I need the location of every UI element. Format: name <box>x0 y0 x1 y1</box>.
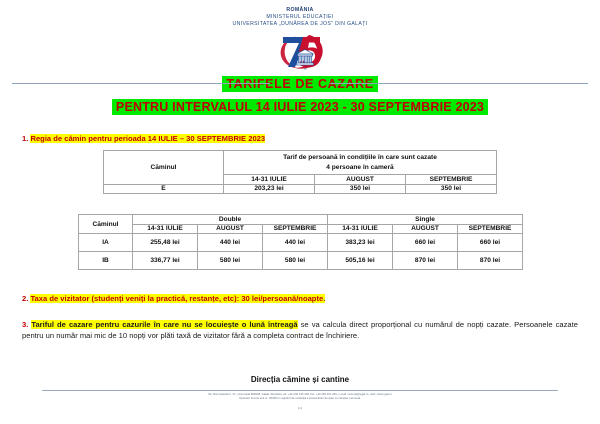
table2-row1-camin: IB <box>79 252 133 270</box>
table1-header-tarif-line2: 4 persoane în cameră <box>326 163 394 171</box>
table-row <box>104 184 497 194</box>
footer-contact-block <box>30 393 570 402</box>
footer-divider <box>42 390 558 391</box>
document-title-secondary <box>0 98 600 116</box>
letterhead-university: UNIVERSITATEA „DUNĂREA DE JOS" DIN GALAȚI <box>232 21 368 28</box>
table2-row1-single-0: 505,16 lei <box>328 252 393 270</box>
table1-period-2: SEPTEMBRIE <box>406 175 497 185</box>
letterhead-country: ROMÂNIA <box>286 7 314 13</box>
table1-header-tarif <box>224 151 497 175</box>
table1-camin-value: E <box>104 184 224 194</box>
section-3-number: 3. <box>22 320 29 329</box>
header-divider-left <box>12 83 270 84</box>
table2-row0-double-2: 440 lei <box>263 234 328 252</box>
table2-row0-single-2: 660 lei <box>458 234 523 252</box>
section-1-text: Regia de cămin pentru perioada 14 IULIE – 30 SEPTEMBRIE 2023 <box>30 134 266 143</box>
section-1 <box>22 133 578 144</box>
logo-container <box>0 31 600 71</box>
table1-value-2: 350 lei <box>406 184 497 194</box>
table1-value-0: 203,23 lei <box>224 184 315 194</box>
section-3-highlight: Tariful de cazare pentru cazurile în care nu se locuiește o lună întreagă <box>31 320 298 329</box>
letterhead-ministry: MINISTERUL EDUCAȚIEI <box>266 14 334 21</box>
table2-row0-double-1: 440 lei <box>198 234 263 252</box>
section-2 <box>22 293 578 304</box>
header-divider-right <box>330 83 588 84</box>
table1-value-1: 350 lei <box>315 184 406 194</box>
section-2-text: Taxa de vizitator (studenți veniți la practică, restanțe, etc): 30 lei/persoană/noapte. <box>30 294 326 303</box>
table2-single-period-0: 14-31 IULIE <box>328 224 393 234</box>
table1-header-tarif-line1: Tarif de persoană în condițiile în care sunt cazate <box>283 154 437 161</box>
title-block <box>0 75 600 116</box>
tariff-table-4-person <box>103 150 497 194</box>
table2-double-period-2: SEPTEMBRIE <box>263 224 328 234</box>
table-row <box>79 234 523 252</box>
document-title-secondary-text: PENTRU INTERVALUL 14 IULIE 2023 - 30 SEPTEMBRIE 2023 <box>112 99 488 115</box>
table2-row0-single-1: 660 lei <box>393 234 458 252</box>
table-row <box>79 224 523 234</box>
section-3 <box>22 319 578 341</box>
table-row <box>79 252 523 270</box>
table1-header-camin: Căminul <box>104 151 224 185</box>
footer-signature: Direcția cămine și cantine <box>250 375 350 384</box>
table2-double-period-0: 14-31 IULIE <box>133 224 198 234</box>
footer-gdpr-line: Operator înscris sub nr. 36338 în registrul de evidență a prelucrărilor de date cu caracter personal. <box>239 397 361 401</box>
table2-header-camin: Căminul <box>79 215 133 234</box>
document-title-primary <box>0 75 600 93</box>
table2-single-period-1: AUGUST <box>393 224 458 234</box>
table1-period-1: AUGUST <box>315 175 406 185</box>
table2-single-period-2: SEPTEMBRIE <box>458 224 523 234</box>
table2-row1-double-2: 580 lei <box>263 252 328 270</box>
table-row <box>104 151 497 175</box>
table2-row1-single-2: 870 lei <box>458 252 523 270</box>
table2-row1-single-1: 870 lei <box>393 252 458 270</box>
footer-address-line: Str. Domnească nr. 47, cod poștal 800008, Galați, România, tel: +40 236 130 108, fax: +40 236 461 353, e-mail: rectorat@ugal.ro, web: www.ugal.ro <box>208 393 392 396</box>
tariff-table-double-single <box>78 214 523 270</box>
table2-row0-double-0: 255,48 lei <box>133 234 198 252</box>
table2-row1-double-0: 336,77 lei <box>133 252 198 270</box>
table-row <box>79 215 523 225</box>
table2-group-single: Single <box>328 215 523 225</box>
university-anniversary-logo-icon <box>270 31 330 71</box>
section-3-text: se va calcula direct proporțional cu numărul de nopți cazate. Persoanele cazate pentru un număr mai mic de 10 nopți vor plăti taxă de vizitator fără a completa contract de închiriere. <box>22 320 578 340</box>
section-1-number: 1. <box>22 134 29 143</box>
table2-row1-double-1: 580 lei <box>198 252 263 270</box>
table2-row0-camin: IA <box>79 234 133 252</box>
section-2-number: 2. <box>22 294 29 303</box>
table2-row0-single-0: 383,23 lei <box>328 234 393 252</box>
table1-period-0: 14-31 IULIE <box>224 175 315 185</box>
footer-page-number: 1/1 <box>297 406 303 410</box>
table2-double-period-1: AUGUST <box>198 224 263 234</box>
letterhead <box>0 0 600 29</box>
table2-group-double: Double <box>133 215 328 225</box>
document-title-primary-text: TARIFELE DE CAZARE <box>222 76 377 92</box>
logo-number: 75 <box>303 67 307 71</box>
